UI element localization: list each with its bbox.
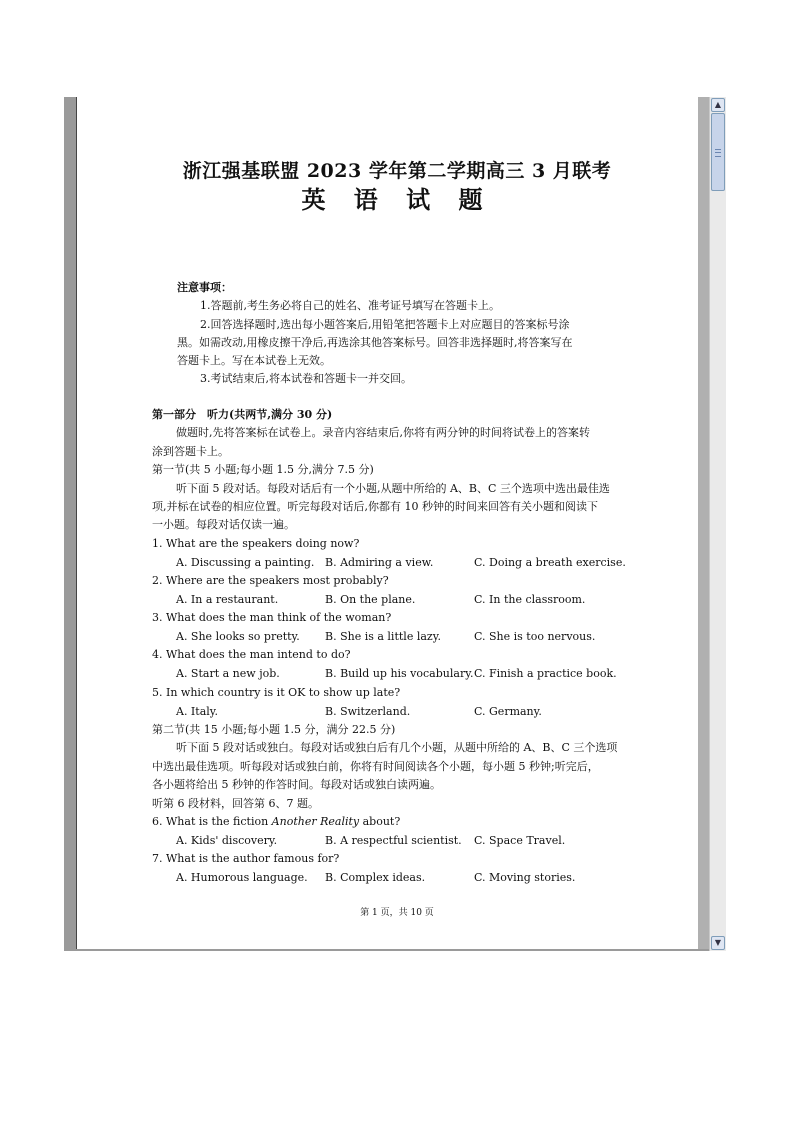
part1-intro: 做题时,先将答案标在试卷上。录音内容结束后,你将有两分钟的时间将试卷上的答案转 (176, 426, 590, 439)
section1-heading: 第一节(共 5 小题;每小题 1.5 分,满分 7.5 分) (152, 463, 374, 476)
question-text: 5. In which country is it OK to show up late? (152, 686, 401, 699)
notice-heading: 注意事项： (177, 281, 232, 294)
option-c: C. Space Travel. (474, 834, 566, 847)
notice-line: 1.答题前,考生务必将自己的姓名、准考证号填写在答题卡上。 (200, 299, 500, 312)
section2-heading: 第二节(共 15 小题;每小题 1.5 分，满分 22.5 分) (152, 723, 396, 736)
vertical-scrollbar[interactable] (709, 97, 726, 951)
section2-intro: 听下面 5 段对话或独白。每段对话或独白后有几个小题，从题中所给的 A、B、C 三个选项 (176, 741, 618, 754)
option-b: B. She is a little lazy. (325, 630, 441, 643)
option-b: B. On the plane. (325, 593, 416, 606)
option-a: A. Humorous language. (176, 871, 308, 884)
section1-intro: 一小题。每段对话仅读一遍。 (152, 518, 295, 531)
option-b: B. Switzerland. (325, 705, 411, 718)
exam-subject: 英 语 试 题 (301, 185, 493, 214)
scroll-up-icon[interactable]: ▲ (711, 98, 725, 112)
part1-heading: 第一部分 听力(共两节,满分 30 分) (152, 408, 333, 421)
option-b: B. Build up his vocabulary. (325, 667, 474, 680)
notice-line: 2.回答选择题时,选出每小题答案后,用铅笔把答题卡上对应题目的答案标号涂 (200, 318, 570, 331)
option-b: B. Complex ideas. (325, 871, 426, 884)
part1-intro: 涂到答题卡上。 (152, 445, 229, 458)
material-note: 听第 6 段材料，回答第 6、7 题。 (152, 797, 319, 810)
option-a: A. In a restaurant. (176, 593, 279, 606)
option-a: A. Start a new job. (176, 667, 280, 680)
question-text: 7. What is the author famous for? (152, 852, 340, 865)
notice-line: 3.考试结束后,将本试卷和答题卡一并交回。 (200, 372, 412, 385)
question-text: 2. Where are the speakers most probably? (152, 574, 389, 587)
question-text (152, 815, 400, 829)
option-c: C. Germany. (474, 705, 542, 718)
section2-intro: 中选出最佳选项。听每段对话或独白前，你将有时间阅读各个小题，每小题 5 秒钟;听完后， (152, 760, 599, 773)
option-b: B. Admiring a view. (325, 556, 434, 569)
question-text: 4. What does the man intend to do? (152, 648, 351, 661)
option-a: A. She looks so pretty. (176, 630, 300, 643)
question-text: 3. What does the man think of the woman? (152, 611, 392, 624)
grip-icon (715, 149, 721, 157)
section1-intro: 项,并标在试卷的相应位置。听完每段对话后,你都有 10 秒钟的时间来回答有关小题和阅读下 (152, 500, 598, 513)
notice-line: 答题卡上。写在本试卷上无效。 (177, 354, 331, 367)
option-a: A. Kids' discovery. (176, 834, 278, 847)
option-c: C. Finish a practice book. (474, 667, 617, 680)
scrollbar-thumb[interactable] (711, 113, 725, 191)
question-text: 1. What are the speakers doing now? (152, 537, 360, 550)
option-c: C. Moving stories. (474, 871, 576, 884)
option-a: A. Discussing a painting. (176, 556, 315, 569)
question-prefix: 6. What is the fiction (152, 815, 272, 828)
page-footer: 第 1 页，共 10 页 (360, 908, 434, 918)
fiction-title: Another Reality (271, 815, 360, 828)
option-a: A. Italy. (176, 705, 219, 718)
page-shadow (697, 97, 709, 949)
question-suffix: about? (359, 815, 401, 828)
option-c: C. Doing a breath exercise. (474, 556, 626, 569)
scroll-down-icon[interactable]: ▼ (711, 936, 725, 950)
notice-line: 黑。如需改动,用橡皮擦干净后,再选涂其他答案标号。回答非选择题时,将答案写在 (177, 336, 573, 349)
section2-intro: 各小题将给出 5 秒钟的作答时间。每段对话或独白读两遍。 (152, 778, 441, 791)
option-c: C. In the classroom. (474, 593, 586, 606)
section1-intro: 听下面 5 段对话。每段对话后有一个小题,从题中所给的 A、B、C 三个选项中选出最佳选 (176, 482, 610, 495)
option-c: C. She is too nervous. (474, 630, 596, 643)
option-b: B. A respectful scientist. (325, 834, 462, 847)
exam-title: 浙江强基联盟 2023 学年第二学期高三 3 月联考 (182, 160, 612, 182)
